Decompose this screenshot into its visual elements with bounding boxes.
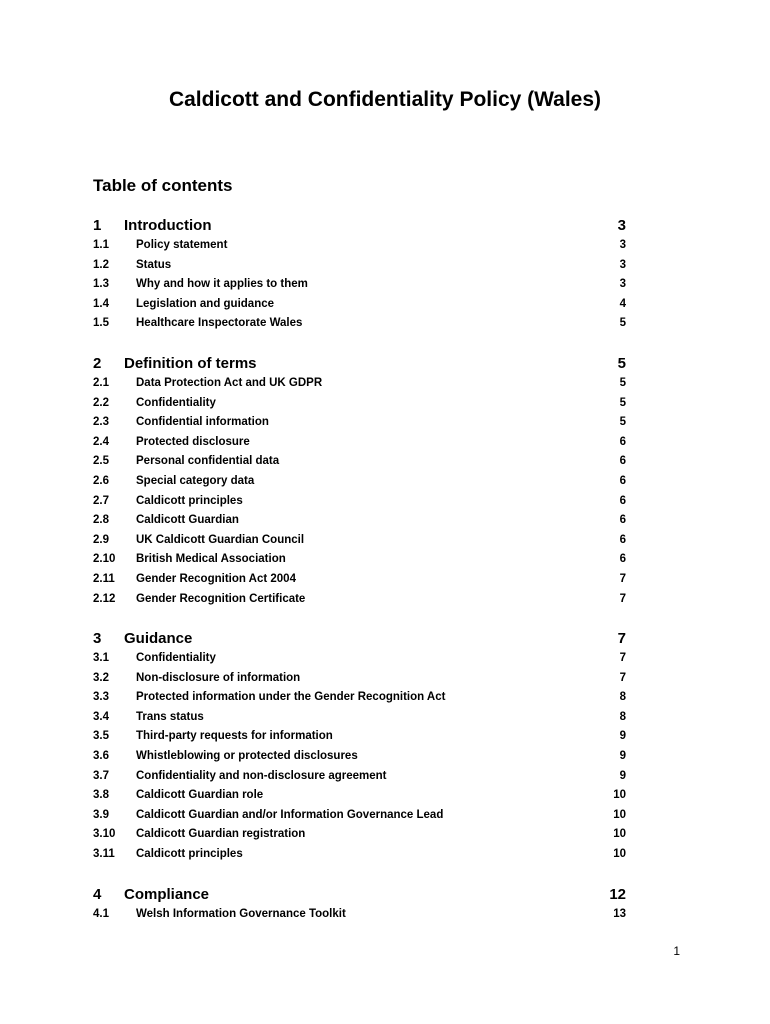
toc-entry-title: UK Caldicott Guardian Council xyxy=(136,533,305,546)
toc-entry[interactable] xyxy=(93,514,626,534)
toc-entry-title: Trans status xyxy=(136,710,204,723)
toc-entry-number: 2.4 xyxy=(93,435,109,448)
toc-section-title: Guidance xyxy=(124,630,193,648)
toc-entry-title: Caldicott Guardian registration xyxy=(136,828,306,841)
toc-entry-number: 2.5 xyxy=(93,455,109,468)
toc-entry-number: 3.10 xyxy=(93,828,116,841)
toc-entry-title: Non-disclosure of information xyxy=(136,671,301,684)
toc-section-number: 2 xyxy=(93,354,102,372)
toc-entry[interactable] xyxy=(93,809,626,829)
toc-entry-title: Caldicott principles xyxy=(136,494,243,507)
toc-entry-title: Whistleblowing or protected disclosures xyxy=(136,750,358,763)
toc-entry-number: 1.4 xyxy=(93,297,109,310)
toc-entry-page: 6 xyxy=(619,514,626,527)
toc-entry-title: Caldicott Guardian xyxy=(136,514,239,527)
toc-entry-number: 3.2 xyxy=(93,671,109,684)
toc-entry-page: 6 xyxy=(619,553,626,566)
toc-entry-title: British Medical Association xyxy=(136,553,286,566)
toc-entry-title: Status xyxy=(136,258,172,271)
toc-section-title: Definition of terms xyxy=(124,354,257,372)
toc-entry-number: 1.5 xyxy=(93,317,109,330)
toc-entry[interactable] xyxy=(93,770,626,790)
toc-entry-number: 1.3 xyxy=(93,278,109,291)
toc-entry[interactable] xyxy=(93,416,626,436)
toc-section-entry[interactable] xyxy=(93,886,626,908)
toc-entry-title: Policy statement xyxy=(136,239,228,251)
toc-entry-number: 2.10 xyxy=(93,553,116,566)
toc-entry-title: Protected information under the Gender Recognition Act xyxy=(136,691,446,704)
toc-entry-page: 13 xyxy=(613,907,626,920)
toc-entry-number: 1.1 xyxy=(93,239,109,251)
toc-section-entry[interactable] xyxy=(93,355,626,377)
toc-entry-title: Confidentiality xyxy=(136,652,216,665)
toc-entry-page: 5 xyxy=(619,396,626,409)
toc-entry-page: 8 xyxy=(619,710,626,723)
toc-entry-page: 7 xyxy=(619,572,626,585)
toc-entry-number: 2.11 xyxy=(93,572,115,585)
toc-entry-number: 3.9 xyxy=(93,808,109,821)
toc-section xyxy=(93,886,626,928)
toc-heading: Table of contents xyxy=(93,176,233,195)
toc-entry[interactable] xyxy=(93,553,626,573)
toc-entry-page: 3 xyxy=(619,258,626,271)
toc-entry-number: 2.7 xyxy=(93,494,109,507)
toc-entry-page: 7 xyxy=(619,652,626,665)
toc-entry-title: Healthcare Inspectorate Wales xyxy=(136,317,303,330)
toc-entry[interactable] xyxy=(93,278,626,298)
toc-entry[interactable] xyxy=(93,789,626,809)
toc-section xyxy=(93,355,626,612)
toc-entry[interactable] xyxy=(93,593,626,613)
toc-section-number: 4 xyxy=(93,885,102,903)
toc-entry-page: 7 xyxy=(619,671,626,684)
toc-entry-page: 5 xyxy=(619,376,626,389)
toc-entry-page: 10 xyxy=(613,828,626,841)
toc-section-number: 3 xyxy=(93,630,102,648)
toc-section-page: 7 xyxy=(617,630,626,648)
toc-entry-number: 2.2 xyxy=(93,396,109,409)
table-of-contents xyxy=(93,217,626,945)
toc-entry-number: 2.8 xyxy=(93,514,109,527)
toc-entry-number: 3.3 xyxy=(93,691,109,704)
toc-section xyxy=(93,630,626,868)
toc-entry-page: 6 xyxy=(619,533,626,546)
toc-entry[interactable] xyxy=(93,750,626,770)
toc-entry-number: 2.12 xyxy=(93,592,116,605)
toc-entry-number: 3.8 xyxy=(93,789,109,802)
toc-entry-number: 2.9 xyxy=(93,533,109,546)
toc-entry-title: Protected disclosure xyxy=(136,435,250,448)
toc-entry[interactable] xyxy=(93,455,626,475)
toc-entry-page: 7 xyxy=(619,592,626,605)
toc-entry[interactable] xyxy=(93,397,626,417)
toc-entry-page: 5 xyxy=(619,317,626,330)
toc-entry-title: Caldicott Guardian and/or Information Governance Lead xyxy=(136,808,444,821)
toc-section-page: 12 xyxy=(609,885,626,903)
toc-entry-title: Welsh Information Governance Toolkit xyxy=(136,907,346,920)
toc-entry[interactable] xyxy=(93,573,626,593)
toc-entry-number: 3.5 xyxy=(93,730,109,743)
toc-entry-title: Caldicott principles xyxy=(136,848,243,861)
toc-entry[interactable] xyxy=(93,711,626,731)
toc-entry-page: 3 xyxy=(619,278,626,291)
toc-entry-page: 10 xyxy=(613,848,626,861)
toc-entry[interactable] xyxy=(93,691,626,711)
toc-entry-title: Caldicott Guardian role xyxy=(136,789,264,802)
toc-entry-number: 3.6 xyxy=(93,750,109,763)
toc-section-number: 1 xyxy=(93,217,102,234)
toc-entry-number: 2.6 xyxy=(93,474,109,487)
toc-entry-title: Confidentiality and non-disclosure agreement xyxy=(136,769,387,782)
toc-entry-title: Gender Recognition Certificate xyxy=(136,592,306,605)
toc-entry[interactable] xyxy=(93,317,626,337)
toc-entry-title: Confidentiality xyxy=(136,396,216,409)
toc-entry-page: 6 xyxy=(619,455,626,468)
toc-entry-title: Special category data xyxy=(136,474,255,487)
toc-entry[interactable] xyxy=(93,848,626,868)
toc-entry[interactable] xyxy=(93,908,626,928)
toc-entry-number: 4.1 xyxy=(93,907,109,920)
toc-entry-page: 9 xyxy=(619,769,626,782)
toc-entry-page: 4 xyxy=(619,297,626,310)
toc-entry-title: Data Protection Act and UK GDPR xyxy=(136,376,323,389)
toc-entry-page: 9 xyxy=(619,750,626,763)
toc-entry[interactable] xyxy=(93,828,626,848)
toc-entry[interactable] xyxy=(93,672,626,692)
toc-entry-page: 10 xyxy=(613,789,626,802)
toc-section-entry[interactable] xyxy=(93,217,626,239)
toc-entry-number: 3.11 xyxy=(93,848,115,861)
toc-entry[interactable] xyxy=(93,534,626,554)
toc-entry-title: Third-party requests for information xyxy=(136,730,333,743)
toc-entry-number: 3.7 xyxy=(93,769,109,782)
toc-entry[interactable] xyxy=(93,652,626,672)
toc-entry[interactable] xyxy=(93,730,626,750)
toc-entry-page: 6 xyxy=(619,435,626,448)
toc-section-page: 3 xyxy=(617,217,626,234)
toc-entry[interactable] xyxy=(93,475,626,495)
toc-entry[interactable] xyxy=(93,495,626,515)
toc-section-title: Introduction xyxy=(124,217,212,234)
toc-section-title: Compliance xyxy=(124,885,210,903)
toc-entry-page: 10 xyxy=(613,808,626,821)
toc-entry-page: 8 xyxy=(619,691,626,704)
toc-entry[interactable] xyxy=(93,377,626,397)
toc-section-page: 5 xyxy=(617,354,626,372)
toc-entry-page: 6 xyxy=(619,474,626,487)
toc-entry-page: 6 xyxy=(619,494,626,507)
toc-entry-number: 2.1 xyxy=(93,376,109,389)
toc-entry-page: 3 xyxy=(619,239,626,251)
toc-entry-number: 3.1 xyxy=(93,652,109,665)
toc-entry[interactable] xyxy=(93,239,626,259)
toc-entry-title: Legislation and guidance xyxy=(136,297,275,310)
toc-entry-page: 9 xyxy=(619,730,626,743)
toc-entry-title: Gender Recognition Act 2004 xyxy=(136,572,296,585)
toc-entry-title: Why and how it applies to them xyxy=(136,278,308,291)
document-title: Caldicott and Confidentiality Policy (Wales) xyxy=(168,88,602,111)
toc-entry[interactable] xyxy=(93,259,626,279)
toc-section-entry[interactable] xyxy=(93,630,626,652)
toc-section xyxy=(93,217,626,337)
toc-entry[interactable] xyxy=(93,436,626,456)
toc-entry-number: 3.4 xyxy=(93,710,109,723)
toc-entry-number: 2.3 xyxy=(93,416,109,429)
toc-entry-page: 5 xyxy=(619,416,626,429)
toc-entry[interactable] xyxy=(93,298,626,318)
page-number: 1 xyxy=(673,944,680,958)
toc-entry-number: 1.2 xyxy=(93,258,109,271)
toc-entry-title: Personal confidential data xyxy=(136,455,280,468)
toc-entry-title: Confidential information xyxy=(136,416,269,429)
